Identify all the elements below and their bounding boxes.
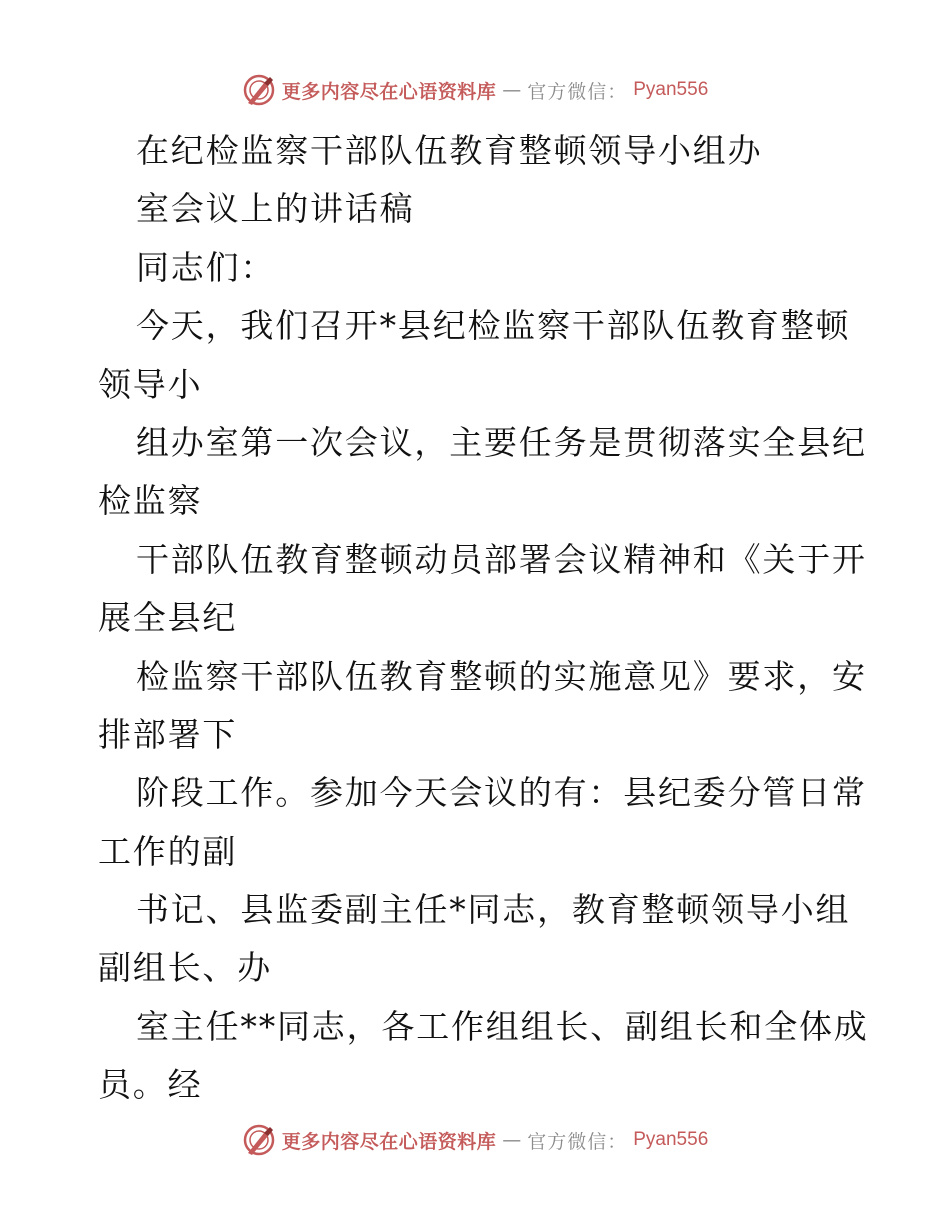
text-line: 在纪检监察干部队伍教育整顿领导小组办 (136, 131, 763, 170)
text-line: 阶段工作。参加今天会议的有：县纪委分管日常 (136, 773, 867, 813)
watermark-label: 官方微信： (527, 1130, 628, 1153)
pen-logo-icon (242, 73, 276, 107)
text-line: 检监察干部队伍教育整顿的实施意见》要求，安 (136, 656, 867, 696)
text-line: 室会议上的讲话稿 (136, 189, 415, 229)
text-line: 组办室第一次会议，主要任务是贯彻落实全县纪 (136, 422, 867, 462)
text-line: 检监察 (98, 481, 203, 521)
watermark-header (0, 70, 950, 110)
text-line: 副组长、办 (98, 948, 272, 988)
watermark-id: Pyan556 (633, 1129, 709, 1150)
text-line: 工作的副 (98, 831, 238, 871)
watermark-label: 官方微信： (527, 80, 628, 103)
watermark-id: Pyan556 (633, 79, 709, 100)
text-line: 干部队伍教育整顿动员部署会议精神和《关于开 (136, 539, 867, 579)
watermark-separator: — (502, 1129, 522, 1151)
text-line: 排部署下 (98, 714, 238, 754)
text-line: 室主任**同志，各工作组组长、副组长和全体成 (136, 1006, 869, 1046)
text-line: 同志们： (136, 247, 276, 287)
text-line: 员。经 (98, 1065, 203, 1105)
watermark-footer (0, 1120, 950, 1160)
pen-logo-icon (242, 1123, 276, 1157)
watermark-text: 更多内容尽在心语资料库 (281, 80, 497, 103)
text-line: 书记、县监委副主任*同志，教育整顿领导小组 (136, 890, 851, 930)
document-body (98, 122, 869, 1115)
text-line: 展全县纪 (98, 598, 238, 638)
watermark-text: 更多内容尽在心语资料库 (281, 1130, 497, 1153)
text-line: 领导小 (98, 364, 203, 404)
watermark-separator: — (502, 79, 522, 101)
text-line: 今天，我们召开*县纪检监察干部队伍教育整顿 (136, 306, 851, 346)
